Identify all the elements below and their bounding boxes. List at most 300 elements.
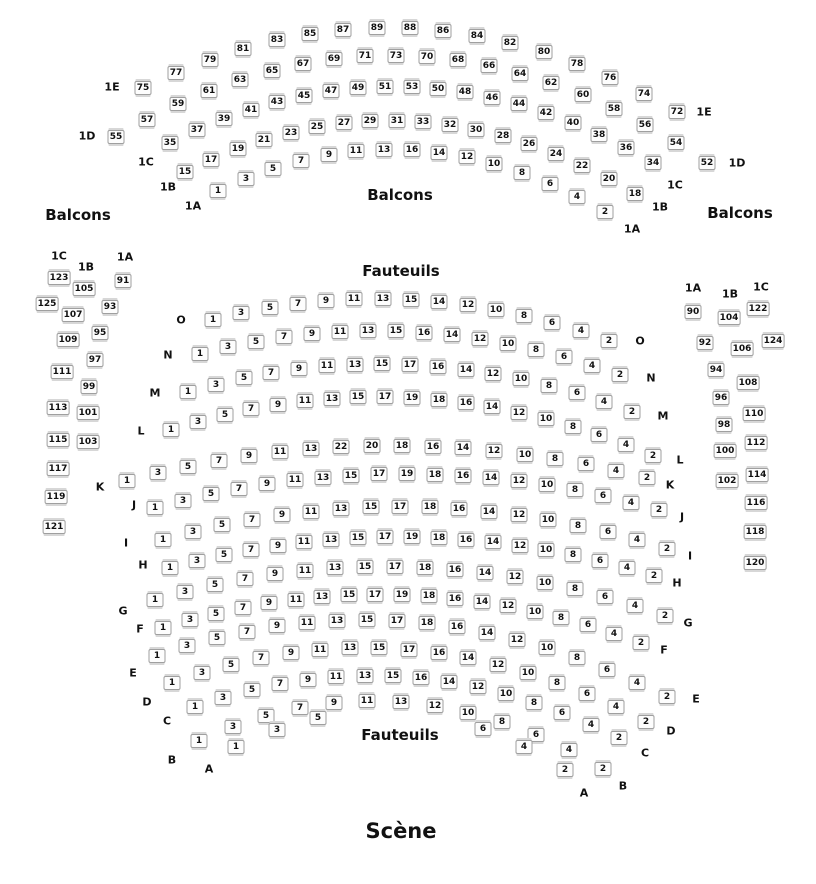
- seat-H-1[interactable]: 1: [162, 561, 179, 575]
- seat-C-15[interactable]: 15: [385, 669, 402, 683]
- seat-1B-22[interactable]: 22: [574, 159, 591, 173]
- seat-G-8[interactable]: 8: [567, 582, 584, 596]
- seat-J-7[interactable]: 7: [231, 482, 248, 496]
- seat-1D-67[interactable]: 67: [295, 57, 312, 71]
- seat-K-16[interactable]: 16: [425, 440, 442, 454]
- seat-E-10[interactable]: 10: [539, 641, 556, 655]
- seat-O-9[interactable]: 9: [318, 294, 335, 308]
- seat-left-109[interactable]: 109: [58, 335, 78, 345]
- seat-D-10[interactable]: 10: [520, 666, 537, 680]
- seat-1C-50[interactable]: 50: [430, 82, 447, 96]
- seat-1B-18[interactable]: 18: [627, 187, 644, 201]
- seat-right-90[interactable]: 90: [685, 305, 702, 319]
- seat-1C-48[interactable]: 48: [457, 85, 474, 99]
- seat-K-4[interactable]: 4: [608, 464, 625, 478]
- seat-B-10[interactable]: 10: [460, 706, 477, 720]
- seat-N-12[interactable]: 12: [472, 332, 489, 346]
- seat-E-8[interactable]: 8: [569, 651, 586, 665]
- seat-K-7[interactable]: 7: [211, 454, 228, 468]
- seat-F-18[interactable]: 18: [421, 589, 438, 603]
- seat-1B-31[interactable]: 31: [389, 114, 406, 128]
- seat-1B-21[interactable]: 21: [256, 133, 273, 147]
- seat-N-16[interactable]: 16: [416, 326, 433, 340]
- seat-C-10[interactable]: 10: [498, 687, 515, 701]
- seat-1E-78[interactable]: 78: [569, 57, 586, 71]
- seat-H-10[interactable]: 10: [538, 543, 555, 557]
- seat-1D-68[interactable]: 68: [450, 53, 467, 67]
- seat-N-1[interactable]: 1: [192, 347, 209, 361]
- seat-F-16[interactable]: 16: [447, 592, 464, 606]
- seat-G-3[interactable]: 3: [177, 585, 194, 599]
- seat-left-93[interactable]: 93: [102, 300, 119, 314]
- seat-K-3[interactable]: 3: [150, 466, 167, 480]
- seat-K-12[interactable]: 12: [486, 444, 503, 458]
- seat-D-4[interactable]: 4: [608, 700, 625, 714]
- seat-D-12[interactable]: 12: [490, 658, 507, 672]
- seat-1B-19[interactable]: 19: [230, 142, 247, 156]
- seat-1D-52[interactable]: 52: [699, 156, 716, 170]
- seat-F-12[interactable]: 12: [500, 599, 517, 613]
- seat-C-4[interactable]: 4: [583, 718, 600, 732]
- seat-J-10[interactable]: 10: [539, 478, 556, 492]
- seat-D-3[interactable]: 3: [194, 666, 211, 680]
- seat-F-15[interactable]: 15: [341, 588, 358, 602]
- seat-left-107[interactable]: 107: [63, 310, 83, 320]
- seat-L-11[interactable]: 11: [297, 394, 314, 408]
- seat-M-17[interactable]: 17: [402, 358, 419, 372]
- seat-L-5[interactable]: 5: [217, 408, 234, 422]
- seat-1D-57[interactable]: 57: [139, 113, 156, 127]
- seat-G-6[interactable]: 6: [597, 590, 614, 604]
- seat-1C-42[interactable]: 42: [538, 106, 555, 120]
- seat-D-11[interactable]: 11: [312, 643, 329, 657]
- seat-D-7[interactable]: 7: [253, 651, 270, 665]
- seat-F-1[interactable]: 1: [155, 621, 172, 635]
- seat-C-16[interactable]: 16: [413, 671, 430, 685]
- seat-G-13[interactable]: 13: [327, 561, 344, 575]
- seat-K-6[interactable]: 6: [578, 457, 595, 471]
- seat-O-5[interactable]: 5: [262, 301, 279, 315]
- seat-I-6[interactable]: 6: [600, 525, 617, 539]
- seat-B-1[interactable]: 1: [191, 734, 208, 748]
- seat-G-11[interactable]: 11: [297, 564, 314, 578]
- seat-1A-5[interactable]: 5: [265, 162, 282, 176]
- seat-A-2[interactable]: 2: [557, 763, 574, 777]
- seat-F-6[interactable]: 6: [580, 618, 597, 632]
- seat-M-13[interactable]: 13: [347, 358, 364, 372]
- seat-C-9[interactable]: 9: [300, 673, 317, 687]
- seat-A-1[interactable]: 1: [228, 740, 245, 754]
- seat-left-123[interactable]: 123: [49, 273, 69, 283]
- seat-G-2[interactable]: 2: [657, 609, 674, 623]
- seat-1D-70[interactable]: 70: [419, 50, 436, 64]
- seat-J-12[interactable]: 12: [511, 474, 528, 488]
- seat-G-1[interactable]: 1: [147, 593, 164, 607]
- seat-E-12[interactable]: 12: [509, 633, 526, 647]
- seat-J-13[interactable]: 13: [315, 471, 332, 485]
- seat-B-5[interactable]: 5: [258, 709, 275, 723]
- seat-M-11[interactable]: 11: [319, 359, 336, 373]
- seat-L-4[interactable]: 4: [618, 438, 635, 452]
- seat-left-99[interactable]: 99: [81, 380, 98, 394]
- seat-N-11[interactable]: 11: [332, 325, 349, 339]
- seat-I-13[interactable]: 13: [333, 502, 350, 516]
- seat-I-11[interactable]: 11: [303, 505, 320, 519]
- seat-1B-20[interactable]: 20: [601, 172, 618, 186]
- seat-right-92[interactable]: 92: [697, 336, 714, 350]
- seat-1C-51[interactable]: 51: [377, 80, 394, 94]
- seat-L-10[interactable]: 10: [538, 412, 555, 426]
- seat-C-1[interactable]: 1: [187, 700, 204, 714]
- seat-E-18[interactable]: 18: [419, 616, 436, 630]
- seat-L-12[interactable]: 12: [511, 406, 528, 420]
- seat-1E-74[interactable]: 74: [636, 87, 653, 101]
- seat-L-6[interactable]: 6: [591, 428, 608, 442]
- seat-L-15[interactable]: 15: [350, 390, 367, 404]
- seat-M-3[interactable]: 3: [208, 378, 225, 392]
- seat-1D-61[interactable]: 61: [201, 84, 218, 98]
- seat-1B-23[interactable]: 23: [283, 126, 300, 140]
- seat-B-4[interactable]: 4: [561, 743, 578, 757]
- seat-N-9[interactable]: 9: [304, 327, 321, 341]
- seat-1A-3[interactable]: 3: [238, 172, 255, 186]
- seat-1B-30[interactable]: 30: [468, 123, 485, 137]
- seat-L-9[interactable]: 9: [270, 398, 287, 412]
- seat-M-15[interactable]: 15: [374, 357, 391, 371]
- seat-E-14[interactable]: 14: [479, 626, 496, 640]
- seat-N-6[interactable]: 6: [556, 350, 573, 364]
- seat-N-13[interactable]: 13: [360, 324, 377, 338]
- seat-B-13[interactable]: 13: [393, 695, 410, 709]
- seat-1E-86[interactable]: 86: [435, 24, 452, 38]
- seat-O-10[interactable]: 10: [488, 303, 505, 317]
- seat-1C-47[interactable]: 47: [323, 84, 340, 98]
- seat-L-7[interactable]: 7: [243, 402, 260, 416]
- seat-1E-80[interactable]: 80: [536, 45, 553, 59]
- seat-D-15[interactable]: 15: [371, 641, 388, 655]
- seat-M-2[interactable]: 2: [624, 405, 641, 419]
- seat-1D-62[interactable]: 62: [543, 76, 560, 90]
- seat-J-14[interactable]: 14: [483, 471, 500, 485]
- seat-B-2[interactable]: 2: [595, 762, 612, 776]
- seat-right-104[interactable]: 104: [719, 313, 739, 323]
- seat-N-2[interactable]: 2: [612, 368, 629, 382]
- seat-L-8[interactable]: 8: [565, 420, 582, 434]
- seat-right-98[interactable]: 98: [716, 418, 733, 432]
- seat-1D-63[interactable]: 63: [232, 73, 249, 87]
- seat-J-18[interactable]: 18: [427, 468, 444, 482]
- seat-right-110[interactable]: 110: [744, 409, 764, 419]
- seat-F-5[interactable]: 5: [208, 607, 225, 621]
- seat-1B-28[interactable]: 28: [495, 129, 512, 143]
- seat-right-114[interactable]: 114: [747, 470, 767, 480]
- seat-1D-55[interactable]: 55: [108, 130, 125, 144]
- seat-H-7[interactable]: 7: [243, 543, 260, 557]
- seat-J-15[interactable]: 15: [343, 469, 360, 483]
- seat-K-1[interactable]: 1: [119, 474, 136, 488]
- seat-right-108[interactable]: 108: [738, 378, 758, 388]
- seat-H-3[interactable]: 3: [189, 554, 206, 568]
- seat-J-11[interactable]: 11: [287, 473, 304, 487]
- seat-1B-25[interactable]: 25: [309, 120, 326, 134]
- seat-N-15[interactable]: 15: [388, 324, 405, 338]
- seat-E-2[interactable]: 2: [659, 690, 676, 704]
- seat-left-111[interactable]: 111: [52, 367, 72, 377]
- seat-1E-76[interactable]: 76: [602, 71, 619, 85]
- seat-I-16[interactable]: 16: [451, 502, 468, 516]
- seat-1C-49[interactable]: 49: [350, 81, 367, 95]
- seat-B-9[interactable]: 9: [326, 696, 343, 710]
- seat-H-12[interactable]: 12: [512, 539, 529, 553]
- seat-1B-29[interactable]: 29: [362, 114, 379, 128]
- seat-N-7[interactable]: 7: [276, 330, 293, 344]
- seat-G-17[interactable]: 17: [387, 560, 404, 574]
- seat-A-5[interactable]: 5: [310, 711, 327, 725]
- seat-C-5[interactable]: 5: [244, 683, 261, 697]
- seat-F-4[interactable]: 4: [606, 627, 623, 641]
- seat-C-14[interactable]: 14: [441, 675, 458, 689]
- seat-I-7[interactable]: 7: [244, 513, 261, 527]
- seat-1E-83[interactable]: 83: [269, 33, 286, 47]
- seat-left-97[interactable]: 97: [87, 353, 104, 367]
- seat-1E-89[interactable]: 89: [369, 21, 386, 35]
- seat-A-6[interactable]: 6: [475, 722, 492, 736]
- seat-1E-88[interactable]: 88: [402, 21, 419, 35]
- seat-1E-72[interactable]: 72: [669, 105, 686, 119]
- seat-1B-26[interactable]: 26: [521, 137, 538, 151]
- seat-J-8[interactable]: 8: [567, 483, 584, 497]
- seat-B-3[interactable]: 3: [225, 720, 242, 734]
- seat-I-5[interactable]: 5: [214, 518, 231, 532]
- seat-E-17[interactable]: 17: [389, 614, 406, 628]
- seat-E-4[interactable]: 4: [629, 676, 646, 690]
- seat-H-4[interactable]: 4: [619, 561, 636, 575]
- seat-H-11[interactable]: 11: [296, 535, 313, 549]
- seat-left-125[interactable]: 125: [37, 299, 57, 309]
- seat-D-14[interactable]: 14: [460, 651, 477, 665]
- seat-J-1[interactable]: 1: [147, 501, 164, 515]
- seat-O-3[interactable]: 3: [233, 306, 250, 320]
- seat-J-5[interactable]: 5: [203, 487, 220, 501]
- seat-J-17[interactable]: 17: [371, 467, 388, 481]
- seat-C-7[interactable]: 7: [272, 677, 289, 691]
- seat-K-5[interactable]: 5: [180, 460, 197, 474]
- seat-M-14[interactable]: 14: [458, 363, 475, 377]
- seat-E-1[interactable]: 1: [149, 649, 166, 663]
- seat-1E-81[interactable]: 81: [235, 42, 252, 56]
- seat-K-14[interactable]: 14: [455, 441, 472, 455]
- seat-left-113[interactable]: 113: [48, 403, 68, 413]
- seat-F-9[interactable]: 9: [261, 596, 278, 610]
- seat-D-5[interactable]: 5: [223, 658, 240, 672]
- seat-K-13[interactable]: 13: [303, 442, 320, 456]
- seat-1C-43[interactable]: 43: [269, 95, 286, 109]
- seat-F-3[interactable]: 3: [182, 613, 199, 627]
- seat-E-5[interactable]: 5: [209, 631, 226, 645]
- seat-G-16[interactable]: 16: [447, 563, 464, 577]
- seat-1C-36[interactable]: 36: [618, 141, 635, 155]
- seat-O-8[interactable]: 8: [516, 309, 533, 323]
- seat-I-15[interactable]: 15: [363, 500, 380, 514]
- seat-I-14[interactable]: 14: [481, 505, 498, 519]
- seat-G-4[interactable]: 4: [627, 599, 644, 613]
- seat-1C-40[interactable]: 40: [565, 116, 582, 130]
- seat-K-22[interactable]: 22: [333, 440, 350, 454]
- seat-1A-1[interactable]: 1: [210, 184, 227, 198]
- seat-M-1[interactable]: 1: [180, 385, 197, 399]
- seat-1E-77[interactable]: 77: [168, 66, 185, 80]
- seat-J-16[interactable]: 16: [455, 469, 472, 483]
- seat-E-13[interactable]: 13: [329, 614, 346, 628]
- seat-D-2[interactable]: 2: [638, 715, 655, 729]
- seat-I-10[interactable]: 10: [540, 513, 557, 527]
- seat-H-2[interactable]: 2: [646, 569, 663, 583]
- seat-1B-15[interactable]: 15: [177, 165, 194, 179]
- seat-O-2[interactable]: 2: [601, 334, 618, 348]
- seat-1B-33[interactable]: 33: [415, 115, 432, 129]
- seat-D-1[interactable]: 1: [164, 676, 181, 690]
- seat-M-7[interactable]: 7: [263, 366, 280, 380]
- seat-1C-41[interactable]: 41: [243, 103, 260, 117]
- seat-G-15[interactable]: 15: [357, 560, 374, 574]
- seat-right-102[interactable]: 102: [717, 476, 737, 486]
- seat-1C-53[interactable]: 53: [404, 80, 421, 94]
- seat-E-3[interactable]: 3: [179, 639, 196, 653]
- seat-right-106[interactable]: 106: [732, 344, 752, 354]
- seat-1B-17[interactable]: 17: [203, 153, 220, 167]
- seat-L-3[interactable]: 3: [190, 415, 207, 429]
- seat-I-9[interactable]: 9: [274, 508, 291, 522]
- seat-L-14[interactable]: 14: [484, 400, 501, 414]
- seat-O-1[interactable]: 1: [205, 313, 222, 327]
- seat-1D-60[interactable]: 60: [575, 88, 592, 102]
- seat-right-94[interactable]: 94: [708, 363, 725, 377]
- seat-A-3[interactable]: 3: [269, 723, 286, 737]
- seat-E-9[interactable]: 9: [269, 619, 286, 633]
- seat-F-10[interactable]: 10: [527, 605, 544, 619]
- seat-B-12[interactable]: 12: [427, 699, 444, 713]
- seat-1E-75[interactable]: 75: [135, 81, 152, 95]
- seat-1C-38[interactable]: 38: [591, 128, 608, 142]
- seat-D-13[interactable]: 13: [342, 641, 359, 655]
- seat-1B-32[interactable]: 32: [442, 118, 459, 132]
- seat-1D-65[interactable]: 65: [264, 64, 281, 78]
- seat-C-6[interactable]: 6: [554, 706, 571, 720]
- seat-1E-85[interactable]: 85: [302, 27, 319, 41]
- seat-right-112[interactable]: 112: [746, 438, 766, 448]
- seat-left-91[interactable]: 91: [115, 274, 132, 288]
- seat-D-8[interactable]: 8: [549, 676, 566, 690]
- seat-J-2[interactable]: 2: [651, 503, 668, 517]
- seat-F-17[interactable]: 17: [367, 588, 384, 602]
- seat-1A-14[interactable]: 14: [431, 146, 448, 160]
- seat-N-14[interactable]: 14: [444, 328, 461, 342]
- seat-1A-9[interactable]: 9: [321, 148, 338, 162]
- seat-1D-58[interactable]: 58: [606, 102, 623, 116]
- seat-1A-12[interactable]: 12: [459, 150, 476, 164]
- seat-I-4[interactable]: 4: [629, 533, 646, 547]
- seat-K-8[interactable]: 8: [547, 452, 564, 466]
- seat-N-10[interactable]: 10: [500, 337, 517, 351]
- seat-H-14[interactable]: 14: [485, 535, 502, 549]
- seat-left-121[interactable]: 121: [44, 522, 64, 532]
- seat-right-124[interactable]: 124: [763, 336, 783, 346]
- seat-1A-16[interactable]: 16: [404, 143, 421, 157]
- seat-I-3[interactable]: 3: [185, 525, 202, 539]
- seat-G-9[interactable]: 9: [267, 567, 284, 581]
- seat-L-16[interactable]: 16: [458, 396, 475, 410]
- seat-B-11[interactable]: 11: [359, 694, 376, 708]
- seat-1D-71[interactable]: 71: [357, 49, 374, 63]
- seat-O-7[interactable]: 7: [290, 297, 307, 311]
- seat-K-11[interactable]: 11: [272, 445, 289, 459]
- seat-F-8[interactable]: 8: [553, 611, 570, 625]
- seat-M-4[interactable]: 4: [596, 395, 613, 409]
- seat-1B-27[interactable]: 27: [336, 116, 353, 130]
- seat-1E-87[interactable]: 87: [335, 23, 352, 37]
- seat-1A-11[interactable]: 11: [348, 144, 365, 158]
- seat-M-6[interactable]: 6: [569, 386, 586, 400]
- seat-H-17[interactable]: 17: [377, 530, 394, 544]
- seat-1A-7[interactable]: 7: [293, 154, 310, 168]
- seat-1C-35[interactable]: 35: [162, 136, 179, 150]
- seat-G-14[interactable]: 14: [477, 566, 494, 580]
- seat-O-14[interactable]: 14: [431, 295, 448, 309]
- seat-H-18[interactable]: 18: [431, 531, 448, 545]
- seat-C-3[interactable]: 3: [215, 691, 232, 705]
- seat-1D-56[interactable]: 56: [637, 118, 654, 132]
- seat-F-11[interactable]: 11: [288, 593, 305, 607]
- seat-left-117[interactable]: 117: [48, 464, 68, 474]
- seat-right-116[interactable]: 116: [746, 498, 766, 508]
- seat-1D-64[interactable]: 64: [512, 67, 529, 81]
- seat-H-15[interactable]: 15: [350, 531, 367, 545]
- seat-right-122[interactable]: 122: [748, 304, 768, 314]
- seat-1E-79[interactable]: 79: [202, 53, 219, 67]
- seat-B-7[interactable]: 7: [292, 701, 309, 715]
- seat-H-9[interactable]: 9: [270, 539, 287, 553]
- seat-L-18[interactable]: 18: [431, 393, 448, 407]
- seat-1A-10[interactable]: 10: [486, 157, 503, 171]
- seat-O-6[interactable]: 6: [544, 316, 561, 330]
- seat-left-101[interactable]: 101: [78, 408, 98, 418]
- seat-right-118[interactable]: 118: [745, 527, 765, 537]
- seat-1B-24[interactable]: 24: [548, 147, 565, 161]
- seat-left-103[interactable]: 103: [78, 437, 98, 447]
- seat-N-3[interactable]: 3: [220, 340, 237, 354]
- seat-C-8[interactable]: 8: [526, 696, 543, 710]
- seat-G-12[interactable]: 12: [507, 570, 524, 584]
- seat-1E-84[interactable]: 84: [469, 29, 486, 43]
- seat-1A-2[interactable]: 2: [597, 205, 614, 219]
- seat-I-18[interactable]: 18: [422, 500, 439, 514]
- seat-J-19[interactable]: 19: [399, 467, 416, 481]
- seat-L-1[interactable]: 1: [163, 423, 180, 437]
- seat-J-4[interactable]: 4: [623, 496, 640, 510]
- seat-1D-59[interactable]: 59: [170, 97, 187, 111]
- seat-O-4[interactable]: 4: [573, 324, 590, 338]
- seat-E-16[interactable]: 16: [449, 620, 466, 634]
- seat-F-14[interactable]: 14: [474, 595, 491, 609]
- seat-F-7[interactable]: 7: [235, 601, 252, 615]
- seat-N-8[interactable]: 8: [528, 343, 545, 357]
- seat-I-8[interactable]: 8: [570, 519, 587, 533]
- seat-H-13[interactable]: 13: [323, 533, 340, 547]
- seat-1C-39[interactable]: 39: [216, 112, 233, 126]
- seat-C-2[interactable]: 2: [611, 731, 628, 745]
- seat-J-3[interactable]: 3: [175, 494, 192, 508]
- seat-C-11[interactable]: 11: [328, 670, 345, 684]
